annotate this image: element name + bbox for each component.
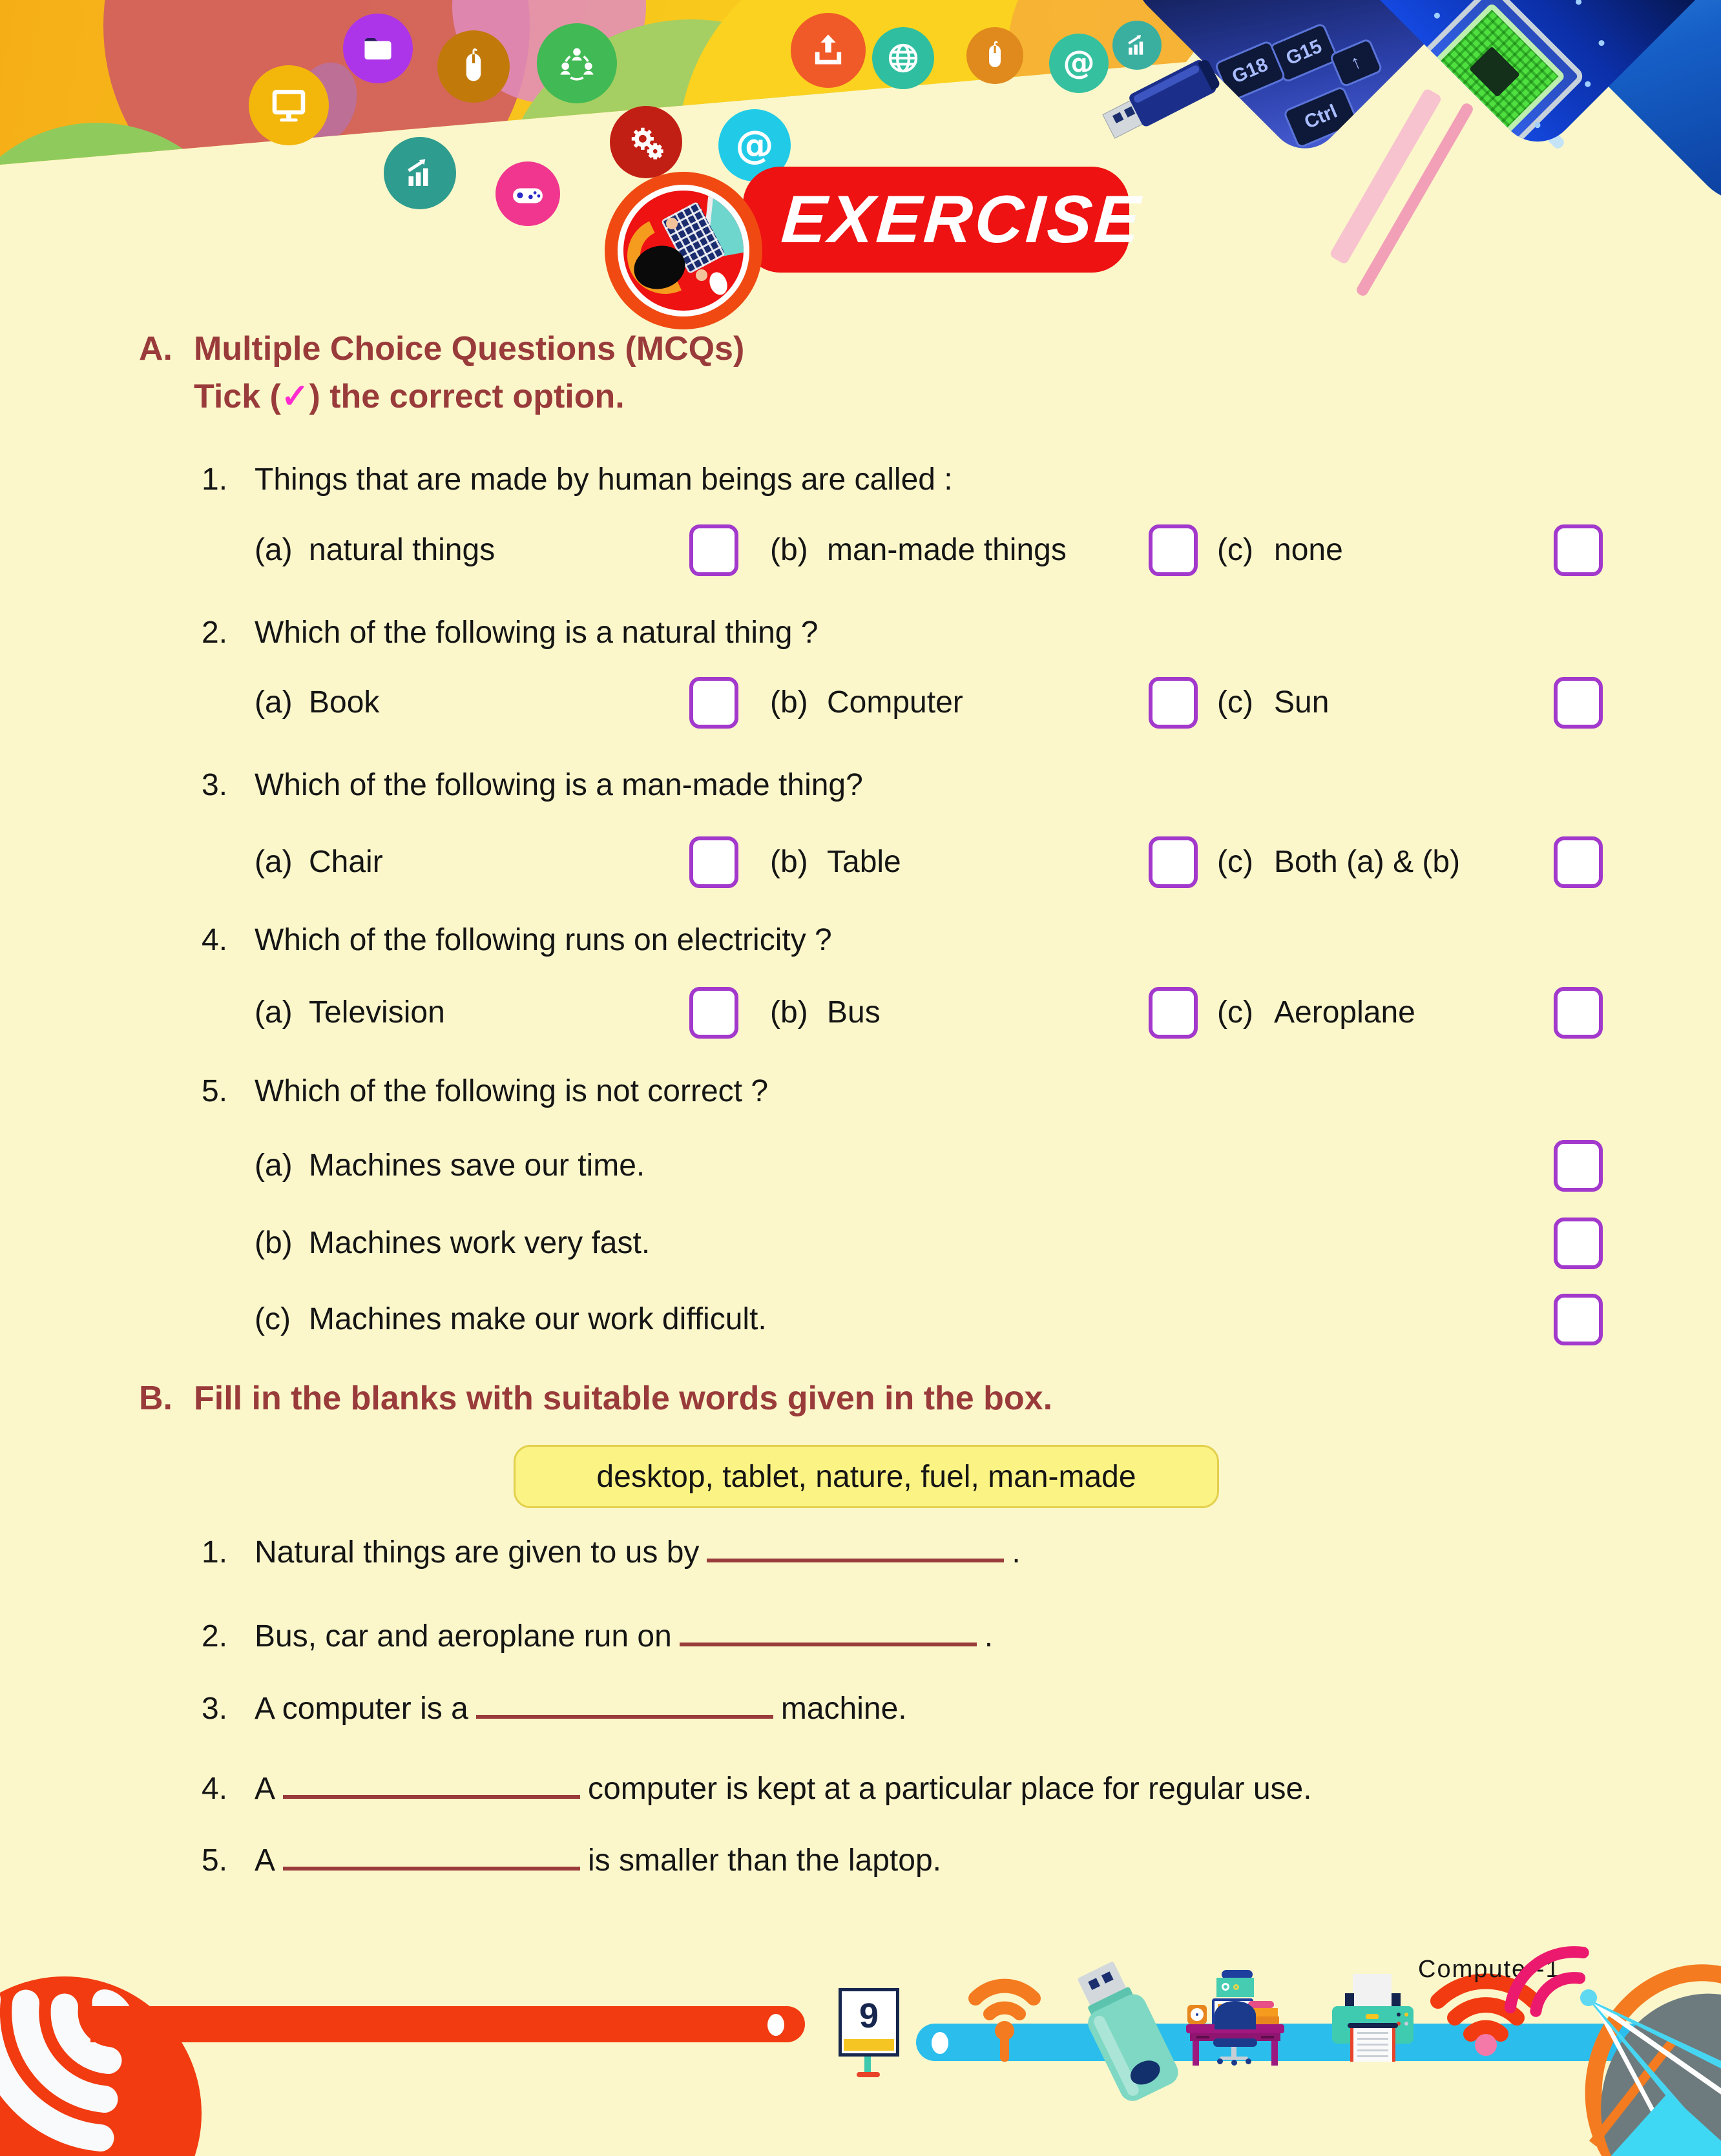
mouse-icon bbox=[437, 30, 510, 103]
q2-text: Which of the following is a natural thing ? bbox=[255, 616, 819, 650]
q4-opt-b-text: Bus bbox=[827, 995, 881, 1030]
q2-opt-a-checkbox[interactable] bbox=[689, 677, 738, 729]
q3-opt-c-checkbox[interactable] bbox=[1554, 836, 1603, 888]
q4-opt-c-text: Aeroplane bbox=[1274, 995, 1415, 1030]
exercise-badge-icon bbox=[605, 172, 762, 329]
q2-opt-a-text: Book bbox=[309, 685, 380, 720]
fill-4-blank[interactable] bbox=[283, 1772, 580, 1799]
q4-opt-a-checkbox[interactable] bbox=[689, 987, 738, 1039]
q3-number: 3. bbox=[202, 768, 228, 802]
network-icon bbox=[537, 23, 617, 103]
q1-opt-b-checkbox[interactable] bbox=[1149, 524, 1198, 576]
bar-chart-icon bbox=[384, 137, 456, 209]
gamepad-icon bbox=[495, 161, 560, 226]
q2-opt-b-checkbox[interactable] bbox=[1149, 677, 1198, 729]
pink-wifi-icon bbox=[1486, 1918, 1603, 2035]
bar-chart-2-icon bbox=[1112, 21, 1162, 70]
blue-bar-dot bbox=[932, 2032, 948, 2054]
q3-text: Which of the following is a man-made thing? bbox=[255, 768, 863, 802]
fill-5-blank[interactable] bbox=[283, 1843, 580, 1871]
q1-opt-c-checkbox[interactable] bbox=[1554, 524, 1603, 576]
q5-opt-a-checkbox[interactable] bbox=[1554, 1140, 1603, 1192]
q4-opt-c-checkbox[interactable] bbox=[1554, 987, 1603, 1039]
q1-opt-a-text: natural things bbox=[309, 533, 495, 567]
q1-opt-a-label: (a) bbox=[255, 533, 293, 567]
keyboard-key-ctrl: Ctrl bbox=[1282, 85, 1359, 149]
q1-text: Things that are made by human beings are called : bbox=[255, 462, 953, 497]
board-base bbox=[857, 2072, 880, 2077]
page-number-board bbox=[839, 1988, 899, 2057]
fill-2: 2. Bus, car and aeroplane run on . bbox=[202, 1619, 994, 1653]
q3-opt-b-text: Table bbox=[827, 845, 901, 879]
printer-paper-out bbox=[1350, 2028, 1395, 2062]
book-label: Computer-1 bbox=[1418, 1956, 1561, 1983]
gears-icon bbox=[610, 106, 682, 178]
keyboard-key-g18: G18 bbox=[1214, 39, 1286, 102]
wifi-signal-icon bbox=[0, 1951, 226, 2156]
section-b-title: Fill in the blanks with suitable words given in the box. bbox=[194, 1380, 1053, 1417]
q5-opt-c-checkbox[interactable] bbox=[1554, 1294, 1603, 1345]
q4-opt-b-label: (b) bbox=[770, 995, 808, 1030]
desk-scene bbox=[1186, 1967, 1284, 2064]
q5-text: Which of the following is not correct ? bbox=[255, 1074, 769, 1108]
section-a-title: Multiple Choice Questions (MCQs) bbox=[194, 330, 745, 368]
exercise-badge bbox=[743, 167, 1145, 273]
footer-red-bar bbox=[90, 2006, 805, 2042]
chair-seat bbox=[1213, 2038, 1257, 2047]
keyboard-key-arrow: ↑ bbox=[1329, 37, 1383, 88]
fill-3-blank[interactable] bbox=[476, 1692, 773, 1719]
section-a-subtitle: Tick (✓) the correct option. bbox=[194, 378, 625, 415]
teal-panel bbox=[1216, 1978, 1254, 1997]
q2-opt-a-label: (a) bbox=[255, 685, 293, 720]
fill-3: 3. A computer is a machine. bbox=[202, 1692, 907, 1726]
section-a-label: A. bbox=[139, 330, 172, 368]
q5-number: 5. bbox=[202, 1074, 228, 1108]
q5-opt-c-text: Machines make our work difficult. bbox=[309, 1302, 767, 1336]
monitor-icon bbox=[249, 65, 329, 145]
red-bar-dot bbox=[767, 2014, 784, 2036]
q2-number: 2. bbox=[202, 616, 228, 650]
at-sign-2-icon bbox=[1049, 34, 1109, 93]
keyboard-key-g15: G15 bbox=[1269, 22, 1340, 83]
q3-opt-c-text: Both (a) & (b) bbox=[1274, 845, 1461, 879]
printer-paper-top bbox=[1353, 1974, 1392, 2007]
q4-opt-b-checkbox[interactable] bbox=[1149, 987, 1198, 1039]
svg-text:@: @ bbox=[1063, 44, 1095, 82]
q1-opt-c-label: (c) bbox=[1217, 533, 1253, 567]
q3-opt-a-text: Chair bbox=[309, 845, 383, 879]
tick-mark: ✓ bbox=[280, 378, 309, 415]
upload-icon bbox=[791, 13, 866, 88]
printer bbox=[1332, 1974, 1413, 2062]
board-stand bbox=[864, 2057, 871, 2073]
q3-opt-b-label: (b) bbox=[770, 845, 808, 879]
fill-1-blank[interactable] bbox=[707, 1535, 1004, 1562]
fill-2-blank[interactable] bbox=[680, 1619, 977, 1646]
page-number: 9 bbox=[859, 1996, 879, 2035]
svg-text:@: @ bbox=[735, 123, 774, 168]
fill-4: 4. A computer is kept at a particular place for regular use. bbox=[202, 1772, 1312, 1806]
chair-back bbox=[1215, 2001, 1256, 2029]
mouse-2-icon bbox=[966, 27, 1023, 84]
desk-clock bbox=[1187, 2005, 1207, 2024]
q1-opt-a-checkbox[interactable] bbox=[689, 524, 738, 576]
q1-opt-c-text: none bbox=[1274, 533, 1343, 567]
q3-opt-c-label: (c) bbox=[1217, 845, 1253, 879]
orange-wifi-icon bbox=[956, 1949, 1053, 2062]
q2-opt-c-text: Sun bbox=[1274, 685, 1330, 720]
globe-icon bbox=[872, 27, 934, 89]
fill-5: 5. A is smaller than the laptop. bbox=[202, 1843, 941, 1878]
q2-opt-b-label: (b) bbox=[770, 685, 808, 720]
q1-number: 1. bbox=[202, 462, 228, 497]
q2-opt-c-checkbox[interactable] bbox=[1554, 677, 1603, 729]
q4-opt-c-label: (c) bbox=[1217, 995, 1253, 1030]
folder-icon bbox=[343, 14, 413, 83]
q4-number: 4. bbox=[202, 923, 228, 957]
q1-opt-b-text: man-made things bbox=[827, 533, 1067, 567]
q5-opt-a-label: (a) bbox=[255, 1148, 293, 1183]
q4-text: Which of the following runs on electricity ? bbox=[255, 923, 832, 957]
satellite-feed-dot bbox=[1580, 1989, 1597, 2006]
q5-opt-c-label: (c) bbox=[255, 1302, 291, 1336]
q3-opt-a-label: (a) bbox=[255, 845, 293, 879]
q5-opt-b-label: (b) bbox=[255, 1226, 293, 1260]
q2-opt-b-text: Computer bbox=[827, 685, 963, 720]
fill-1: 1. Natural things are given to us by . bbox=[202, 1535, 1021, 1570]
q3-opt-b-checkbox[interactable] bbox=[1149, 836, 1198, 888]
q4-opt-a-label: (a) bbox=[255, 995, 293, 1030]
q5-opt-b-checkbox[interactable] bbox=[1554, 1218, 1603, 1269]
q4-opt-a-text: Television bbox=[309, 995, 445, 1030]
word-box: desktop, tablet, nature, fuel, man-made bbox=[514, 1445, 1219, 1508]
q2-opt-c-label: (c) bbox=[1217, 685, 1253, 720]
q3-opt-a-checkbox[interactable] bbox=[689, 836, 738, 888]
q5-opt-a-text: Machines save our time. bbox=[309, 1148, 645, 1183]
q5-opt-b-text: Machines work very fast. bbox=[309, 1226, 651, 1260]
exercise-badge-label: EXERCISE bbox=[779, 181, 1145, 257]
section-b-label: B. bbox=[139, 1380, 172, 1417]
q1-opt-b-label: (b) bbox=[770, 533, 808, 567]
